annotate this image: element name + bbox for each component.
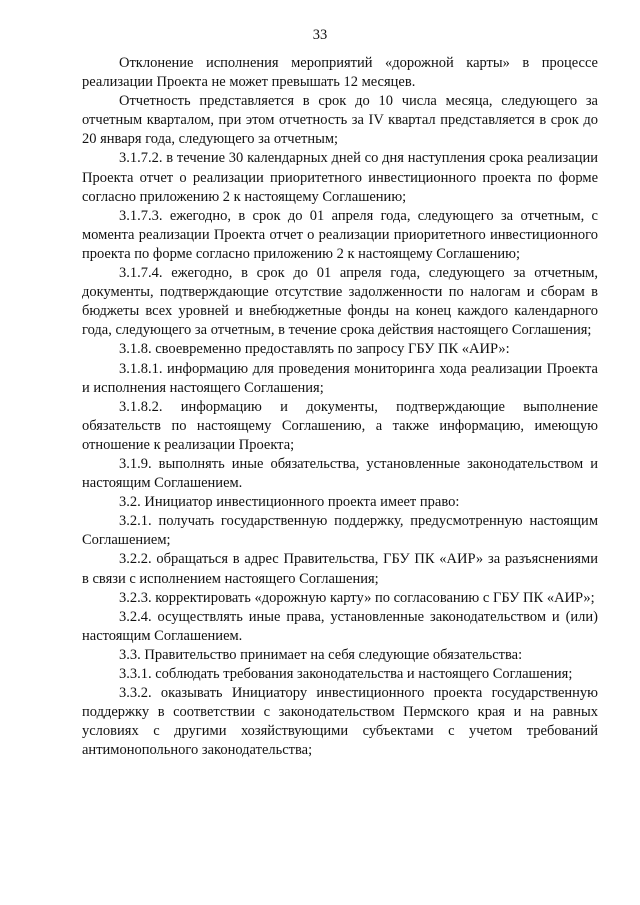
paragraph-deviation-limit: Отклонение исполнения мероприятий «дорожной карты» в процессе реализации Проекта не может превышать 12 месяцев. — [82, 55, 598, 91]
page-number: 33 — [312, 27, 328, 43]
document-body — [82, 54, 598, 760]
paragraph-3-3: 3.3. Правительство принимает на себя следующие обязательства: — [119, 646, 523, 663]
paragraph-3-1-8-1: 3.1.8.1. информацию для проведения мониторинга хода реализации Проекта и исполнения настоящего Соглашения; — [82, 360, 598, 396]
paragraph-3-1-8-2: 3.1.8.2. информацию и документы, подтверждающие выполнение обязательств по настоящему Соглашению, а также информацию, имеющую отношение к реализации Проекта; — [82, 398, 598, 453]
paragraph-reporting-deadline: Отчетность представляется в срок до 10 числа месяца, следующего за отчетным кварталом, при этом отчетность за IV квартал представляется в срок до 20 января года, следующего за отчетным; — [82, 93, 598, 148]
paragraph-3-2-2: 3.2.2. обращаться в адрес Правительства, ГБУ ПК «АИР» за разъяснениями в связи с исполнением настоящего Соглашения; — [82, 551, 598, 587]
paragraph-3-2: 3.2. Инициатор инвестиционного проекта имеет право: — [119, 494, 460, 511]
paragraph-3-3-1: 3.3.1. соблюдать требования законодательства и настоящего Соглашения; — [119, 666, 573, 682]
paragraph-3-1-8: 3.1.8. своевременно предоставлять по запросу ГБУ ПК «АИР»: — [119, 341, 510, 358]
paragraph-3-3-2: 3.3.2. оказывать Инициатору инвестиционного проекта государственную поддержку в соответствии с законодательством Пермского края и на равных условиях с другими хозяйствующими субъектами с учетом требований антимонопольного законодательства; — [82, 685, 598, 759]
paragraph-3-2-1: 3.2.1. получать государственную поддержку, предусмотренную настоящим Соглашением; — [82, 513, 598, 549]
paragraph-3-2-3: 3.2.3. корректировать «дорожную карту» по согласованию с ГБУ ПК «АИР»; — [119, 589, 595, 606]
paragraph-3-2-4: 3.2.4. осуществлять иные права, установленные законодательством и (или) настоящим Соглашением. — [82, 608, 598, 644]
paragraph-3-1-7-4: 3.1.7.4. ежегодно, в срок до 01 апреля года, следующего за отчетным, документы, подтверждающие отсутствие задолженности по налогам и сборам в бюджеты всех уровней и внебюджетные фонды на конец каждого календарного года, следующего за отчетным, в течение срока действия настоящего Соглашения; — [82, 265, 598, 339]
paragraph-3-1-9: 3.1.9. выполнять иные обязательства, установленные законодательством и настоящим Соглашением. — [82, 455, 598, 492]
paragraph-3-1-7-2: 3.1.7.2. в течение 30 календарных дней со дня наступления срока реализации Проекта отчет о реализации приоритетного инвестиционного проекта по форме согласно приложению 2 к настоящему Соглашению; — [82, 150, 598, 205]
paragraph-3-1-7-3: 3.1.7.3. ежегодно, в срок до 01 апреля года, следующего за отчетным, с момента реализации Проекта отчет о реализации приоритетного инвестиционного проекта по форме согласно приложению 2 к настоящему Соглашению; — [82, 207, 598, 262]
